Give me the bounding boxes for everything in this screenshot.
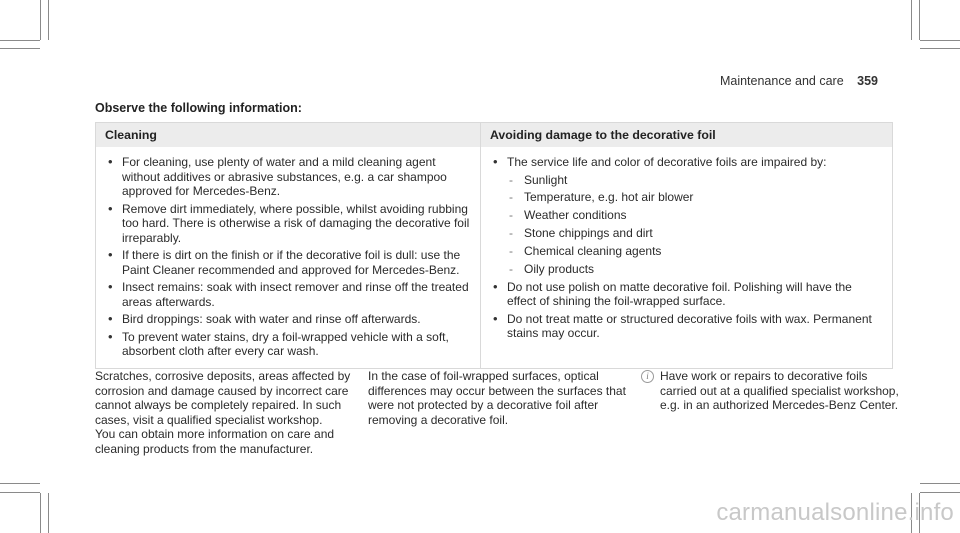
list-item: • Bird droppings: soak with water and rinse off afterwards. xyxy=(105,312,472,327)
table-body xyxy=(96,147,892,368)
crop-mark xyxy=(40,493,41,533)
list-item: • If there is dirt on the finish or if the decorative foil is dull: use the Paint Cleaner recommended and approved for Mercedes-Benz. xyxy=(105,248,472,277)
body-column-2 xyxy=(368,369,626,427)
cleaning-heading: Cleaning xyxy=(105,128,157,142)
crop-mark xyxy=(920,492,960,493)
crop-mark xyxy=(920,40,960,41)
cleaning-column xyxy=(96,147,480,368)
list-item: • For cleaning, use plenty of water and a mild cleaning agent without additives or abrasive substances, e.g. a car shampoo approved for Mercedes-Benz. xyxy=(105,155,472,199)
section-title: Maintenance and care xyxy=(719,74,844,88)
crop-mark xyxy=(40,0,41,40)
cleaning-list xyxy=(105,155,472,359)
intro-heading: Observe the following information: xyxy=(95,101,302,115)
damage-heading: Avoiding damage to the decorative foil xyxy=(480,123,892,147)
watermark: carmanualsonline.info xyxy=(716,499,954,526)
note-text: Have work or repairs to decorative foils carried out at a qualified specialist workshop, e.g. in an authorized Mercedes-Benz Center. xyxy=(660,369,899,412)
crop-mark xyxy=(0,483,40,484)
crop-mark xyxy=(0,492,40,493)
page-number: 359 xyxy=(857,74,878,88)
sub-list-item: - Sunlight xyxy=(507,173,884,188)
list-item: • Do not treat matte or structured decorative foils with wax. Permanent stains may occur. xyxy=(490,312,884,341)
paragraph: In the case of foil-wrapped surfaces, optical differences may occur between the surfaces that were not protected by a decorative foil after removing a decorative foil. xyxy=(368,369,626,427)
crop-mark xyxy=(48,0,49,40)
sub-list-item: - Weather conditions xyxy=(507,208,884,223)
info-icon: i xyxy=(641,370,654,383)
body-column-3 xyxy=(646,369,900,413)
sub-list-item: - Chemical cleaning agents xyxy=(507,244,884,259)
list-item: • Remove dirt immediately, where possible, whilst avoiding rubbing too hard. There is otherwise a risk of damaging the decorative foil irreparably. xyxy=(105,202,472,246)
crop-mark xyxy=(48,493,49,533)
crop-mark xyxy=(0,40,40,41)
sub-list-item: - Stone chippings and dirt xyxy=(507,226,884,241)
running-header xyxy=(720,74,878,88)
crop-mark xyxy=(920,483,960,484)
sub-list-item: - Oily products xyxy=(507,262,884,277)
list-item: • To prevent water stains, dry a foil-wrapped vehicle with a soft, absorbent cloth after every car wash. xyxy=(105,330,472,359)
sub-list-item: - Temperature, e.g. hot air blower xyxy=(507,190,884,205)
list-item-text: The service life and color of decorative foils are impaired by: xyxy=(507,155,827,169)
info-table xyxy=(95,122,893,369)
crop-mark xyxy=(919,0,920,40)
impairment-factors-list xyxy=(507,173,884,277)
table-header xyxy=(96,123,892,147)
paragraph: You can obtain more information on care and cleaning products from the manufacturer. xyxy=(95,427,335,456)
damage-column xyxy=(480,147,892,368)
paragraph: Scratches, corrosive deposits, areas affected by corrosion and damage caused by incorrect care cannot always be completely repaired. In such cases, visit a qualified specialist workshop. xyxy=(95,369,351,427)
crop-mark xyxy=(0,48,40,49)
body-column-1 xyxy=(95,369,353,456)
damage-list xyxy=(490,155,884,341)
list-item: • Do not use polish on matte decorative foil. Polishing will have the effect of shining the foil-wrapped surface. xyxy=(490,280,884,309)
list-item: • Insect remains: soak with insect remover and rinse off the treated areas afterwards. xyxy=(105,280,472,309)
list-item xyxy=(490,155,884,276)
crop-mark xyxy=(911,0,912,40)
crop-mark xyxy=(920,48,960,49)
